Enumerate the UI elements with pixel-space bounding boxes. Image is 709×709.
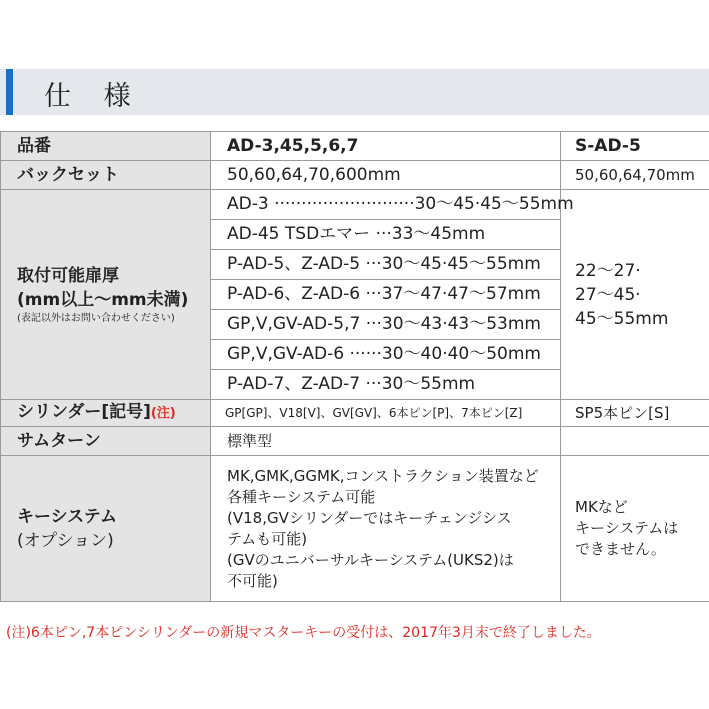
keysystem-value: MK,GMK,GGMK,コンストラクション装置など 各種キーシステム可能 (V18,GVシリンダーではキーチェンジシス テムも可能) (GVのユニバーサルキーシステム(UKS2)は 不可能)	[211, 456, 561, 602]
list-item: AD-3 ··························30〜45·45〜55mm	[211, 190, 560, 220]
hinban-value-s: S-AD-5	[561, 132, 709, 161]
table-row	[1, 400, 709, 427]
section-title: 仕 様	[44, 81, 143, 112]
backset-value: 50,60,64,70,600mm	[211, 161, 561, 190]
backset-value-s: 50,60,64,70mm	[561, 161, 709, 190]
section-title-bar	[0, 69, 709, 115]
table-row	[1, 190, 709, 400]
list-item: AD-45 TSDエマー ···33〜45mm	[211, 220, 560, 250]
table-row	[1, 161, 709, 190]
table-row	[1, 456, 709, 602]
keysystem-value-s: MKなど キーシステムは できません。	[561, 456, 709, 602]
thickness-label-unit: (mm以上〜mm未満)	[17, 289, 189, 310]
keysystem-label-main: キーシステム	[17, 506, 117, 527]
list-item: P-AD-6、Z-AD-6 ···37〜47·47〜57mm	[211, 280, 560, 310]
hinban-label: 品番	[1, 132, 211, 161]
footnote: (注)6本ピン,7本ピンシリンダーの新規マスターキーの受付は、2017年3月末で終了しました。	[6, 625, 601, 641]
thickness-label	[1, 190, 211, 400]
thickness-value-s: 22〜27· 27〜45· 45〜55mm	[561, 190, 709, 400]
cylinder-label-text: シリンダー[記号]	[17, 402, 151, 422]
table-row	[1, 427, 709, 456]
list-item: GP,V,GV-AD-6 ······30〜40·40〜50mm	[211, 340, 560, 370]
spec-table	[0, 131, 709, 602]
cylinder-value-s: SP5本ピン[S]	[561, 400, 709, 427]
keysystem-label	[1, 456, 211, 602]
list-item: P-AD-5、Z-AD-5 ···30〜45·45〜55mm	[211, 250, 560, 280]
thumbturn-label: サムターン	[1, 427, 211, 456]
thumbturn-value-s	[561, 427, 709, 456]
backset-label: バックセット	[1, 161, 211, 190]
list-item: GP,V,GV-AD-5,7 ···30〜43·43〜53mm	[211, 310, 560, 340]
cylinder-value: GP[GP]、V18[V]、GV[GV]、6本ピン[P]、7本ピン[Z]	[211, 400, 561, 427]
thickness-label-note: (表記以外はお問い合わせください)	[17, 312, 175, 324]
list-item: P-AD-7、Z-AD-7 ···30〜55mm	[227, 374, 476, 394]
cylinder-label-note: (注)	[150, 406, 176, 421]
cylinder-label	[1, 400, 211, 427]
table-row	[1, 132, 709, 161]
thickness-list	[211, 190, 574, 400]
keysystem-label-sub: (オプション)	[17, 530, 114, 551]
thumbturn-value: 標準型	[211, 427, 561, 456]
thickness-label-main: 取付可能扉厚	[17, 265, 119, 286]
title-accent-bar	[6, 69, 13, 115]
hinban-value: AD-3,45,5,6,7	[211, 132, 561, 161]
